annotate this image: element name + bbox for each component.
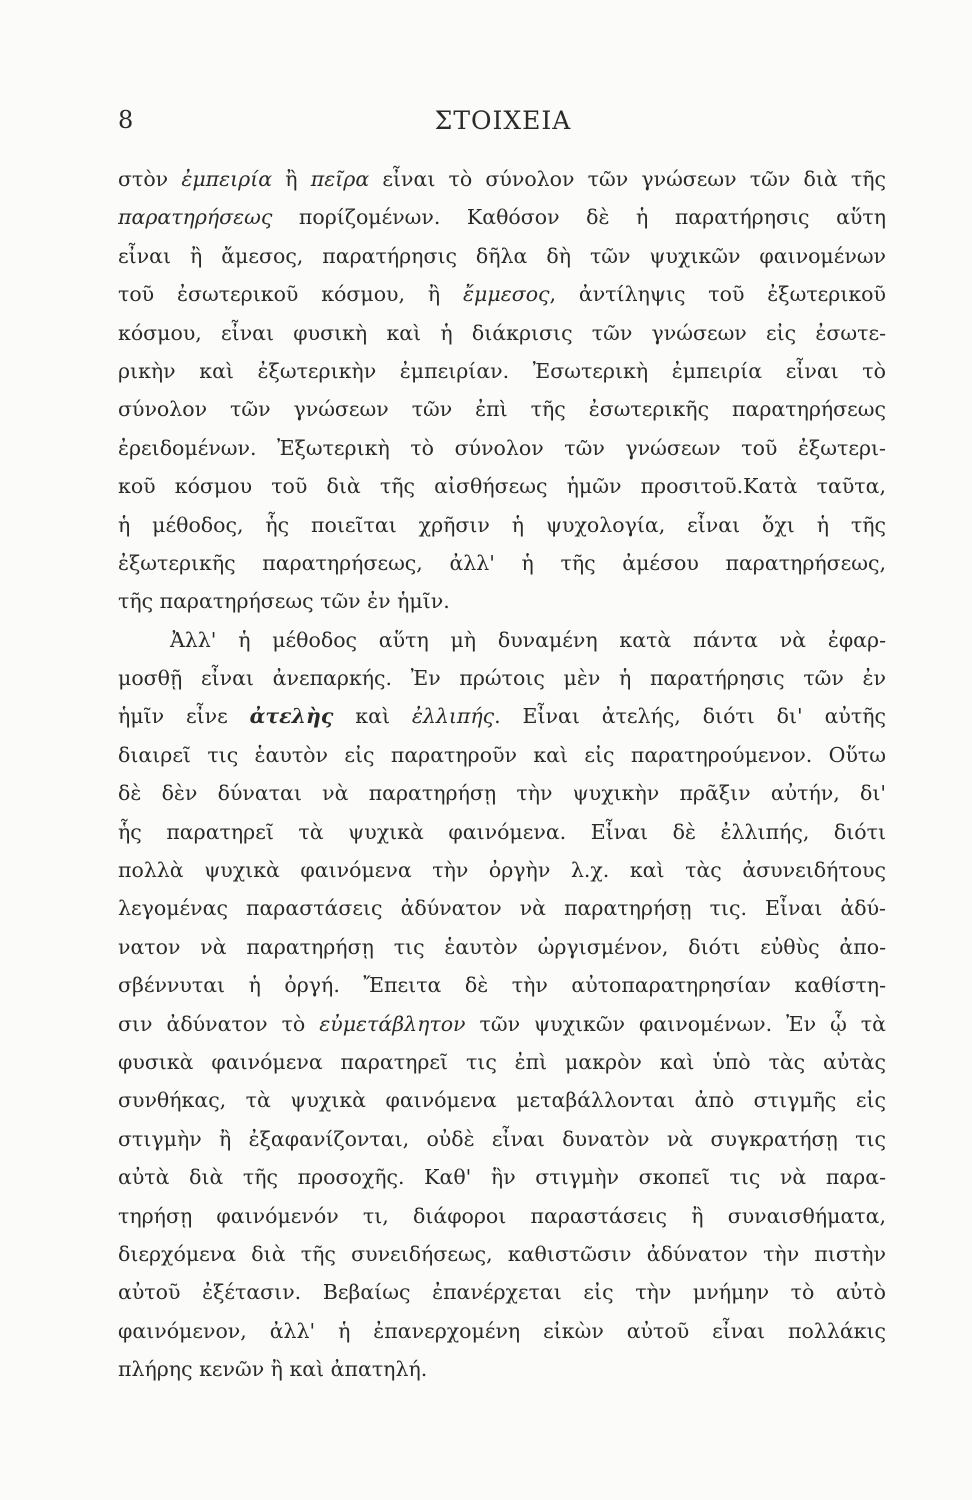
text-segment: τοῦ ἐσωτερικοῦ κόσμου, ἢ xyxy=(118,282,464,307)
text-line xyxy=(118,467,886,505)
text-line xyxy=(118,275,886,313)
text-line xyxy=(118,659,886,697)
text-segment: κοῦ κόσμου τοῦ διὰ τῆς αἰσθήσεως ἡμῶν προσιτοῦ.Κατὰ ταῦτα, xyxy=(118,474,886,499)
text-segment: διαιρεῖ τις ἑαυτὸν εἰς παρατηροῦν καὶ εἰς παρατηρούμενον. Οὕτω xyxy=(118,742,886,767)
text-line xyxy=(118,774,886,812)
text-line xyxy=(118,697,886,735)
text-line xyxy=(118,1350,886,1388)
text-line xyxy=(118,1273,886,1311)
text-segment: εἶναι ἢ ἄμεσος, παρατήρησις δῆλα δὴ τῶν ψυχικῶν φαινομένων xyxy=(118,243,886,268)
text-line xyxy=(118,1005,886,1043)
emphasized-text: εὐμετάβλητον xyxy=(319,1011,466,1036)
text-line xyxy=(118,736,886,774)
text-line xyxy=(118,966,886,1004)
text-segment: αὐτὰ διὰ τῆς προσοχῆς. Καθ' ἣν στιγμὴν σκοπεῖ τις νὰ παρα- xyxy=(118,1165,886,1190)
text-line xyxy=(118,582,886,620)
text-line xyxy=(118,1235,886,1273)
running-title: ΣΤΟΙΧΕΙΑ xyxy=(434,106,572,135)
text-segment: καὶ xyxy=(333,704,412,729)
text-segment: ἐρειδομένων. Ἐξωτερικὴ τὸ σύνολον τῶν γνώσεων τοῦ ἐξωτερι- xyxy=(118,435,886,460)
text-line xyxy=(118,851,886,889)
text-segment: στὸν xyxy=(118,167,182,191)
text-line xyxy=(118,237,886,275)
text-segment: φαινόμενον, ἀλλ' ἡ ἐπανερχομένη εἰκὼν αὐτοῦ εἶναι πολλάκις xyxy=(118,1318,886,1343)
text-line xyxy=(118,314,886,352)
text-segment: ἡ μέθοδος, ἧς ποιεῖται χρῆσιν ἡ ψυχολογία, εἶναι ὄχι ἡ τῆς xyxy=(118,512,886,537)
text-line xyxy=(118,198,886,236)
text-line xyxy=(118,1158,886,1196)
emphasized-text: ἐλλιπής xyxy=(411,704,495,729)
page-header xyxy=(118,106,888,136)
text-segment: τηρήσῃ φαινόμενόν τι, διάφοροι παραστάσεις ἢ συναισθήματα, xyxy=(118,1203,886,1228)
text-segment: λεγομένας παραστάσεις ἀδύνατον νὰ παρατηρήσῃ τις. Εἶναι ἀδύ- xyxy=(118,896,886,921)
text-line xyxy=(118,352,886,390)
emphasized-text: ἔμμεσος xyxy=(463,282,550,307)
text-line xyxy=(118,621,886,659)
page-number: 8 xyxy=(118,106,134,134)
text-segment: πορίζομένων. Καθόσον δὲ ἡ παρατήρησις αὕτη xyxy=(272,205,886,230)
text-segment: , ἀντίληψις τοῦ ἐξωτερικοῦ xyxy=(549,282,886,307)
text-line xyxy=(118,429,886,467)
emphasized-text: ἀτελὴς xyxy=(249,704,334,729)
text-segment: σβέννυται ἡ ὀργή. Ἔπειτα δὲ τὴν αὐτοπαρατηρησίαν καθίστη- xyxy=(118,973,886,998)
text-line xyxy=(118,889,886,927)
text-segment: διερχόμενα διὰ τῆς συνειδήσεως, καθιστῶσιν ἀδύνατον τὴν πιστὴν xyxy=(118,1241,886,1266)
text-segment: πολλὰ ψυχικὰ φαινόμενα τὴν ὀργὴν λ.χ. καὶ τὰς ἀσυνειδήτους xyxy=(118,858,886,883)
text-segment: τῶν ψυχικῶν φαινομένων. Ἐν ᾧ τὰ xyxy=(465,1011,886,1036)
text-segment: πλήρης κενῶν ἢ καὶ ἀπατηλή. xyxy=(118,1357,428,1382)
text-segment: σύνολον τῶν γνώσεων τῶν ἐπὶ τῆς ἐσωτερικῆς παρατηρήσεως xyxy=(118,397,886,422)
body-text xyxy=(118,160,886,1389)
text-line xyxy=(118,1312,886,1350)
text-segment: εἶναι τὸ σύνολον τῶν γνώσεων τῶν διὰ τῆς xyxy=(369,167,886,191)
emphasized-text: παρατηρήσεως xyxy=(118,205,273,230)
text-segment: συνθήκας, τὰ ψυχικὰ φαινόμενα μεταβάλλονται ἀπὸ στιγμῆς εἰς xyxy=(118,1088,886,1113)
emphasized-text: πεῖρα xyxy=(310,167,370,191)
text-segment: νατον νὰ παρατηρήσῃ τις ἑαυτὸν ὠργισμένον, διότι εὐθὺς ἀπο- xyxy=(118,934,886,959)
text-line xyxy=(118,160,886,198)
text-line xyxy=(118,813,886,851)
text-segment: ἐξωτερικῆς παρατηρήσεως, ἀλλ' ἡ τῆς ἀμέσου παρατηρήσεως, xyxy=(118,550,886,575)
text-segment: ρικὴν καὶ ἐξωτερικὴν ἐμπειρίαν. Ἐσωτερικὴ ἐμπειρία εἶναι τὸ xyxy=(118,358,886,383)
text-line xyxy=(118,1120,886,1158)
text-line xyxy=(118,928,886,966)
text-segment: αὐτοῦ ἐξέτασιν. Βεβαίως ἐπανέρχεται εἰς τὴν μνήμην τὸ αὐτὸ xyxy=(118,1280,886,1305)
text-line xyxy=(118,1081,886,1119)
text-segment: σιν ἀδύνατον τὸ xyxy=(118,1011,320,1036)
text-segment: φυσικὰ φαινόμενα παρατηρεῖ τις ἐπὶ μακρὸν καὶ ὑπὸ τὰς αὐτὰς xyxy=(118,1049,886,1074)
text-segment: ἡμῖν εἶνε xyxy=(118,704,250,729)
text-segment: στιγμὴν ἢ ἐξαφανίζονται, οὐδὲ εἶναι δυνατὸν νὰ συγκρατήσῃ τις xyxy=(118,1126,886,1151)
text-line xyxy=(118,506,886,544)
text-segment: ἢ xyxy=(272,167,311,191)
text-segment: κόσμου, εἶναι φυσικὴ καὶ ἡ διάκρισις τῶν γνώσεων εἰς ἐσωτε- xyxy=(118,320,886,345)
text-segment: . Εἶναι ἀτελής, διότι δι' αὐτῆς xyxy=(494,704,886,729)
text-segment: μοσθῇ εἶναι ἀνεπαρκής. Ἐν πρώτοις μὲν ἡ παρατήρησις τῶν ἐν xyxy=(118,666,886,691)
text-segment: δὲ δὲν δύναται νὰ παρατηρήσῃ τὴν ψυχικὴν πρᾶξιν αὐτήν, δι' xyxy=(118,781,886,806)
text-segment: Ἀλλ' ἡ μέθοδος αὕτη μὴ δυναμένη κατὰ πάντα νὰ ἐφαρ- xyxy=(170,627,886,652)
text-line xyxy=(118,1197,886,1235)
text-line xyxy=(118,390,886,428)
text-segment: τῆς παρατηρήσεως τῶν ἐν ἡμῖν. xyxy=(118,589,450,614)
emphasized-text: ἐμπειρία xyxy=(181,167,273,191)
text-line xyxy=(118,544,886,582)
text-line xyxy=(118,1043,886,1081)
text-segment: ἧς παρατηρεῖ τὰ ψυχικὰ φαινόμενα. Εἶναι δὲ ἐλλιπής, διότι xyxy=(118,819,886,844)
